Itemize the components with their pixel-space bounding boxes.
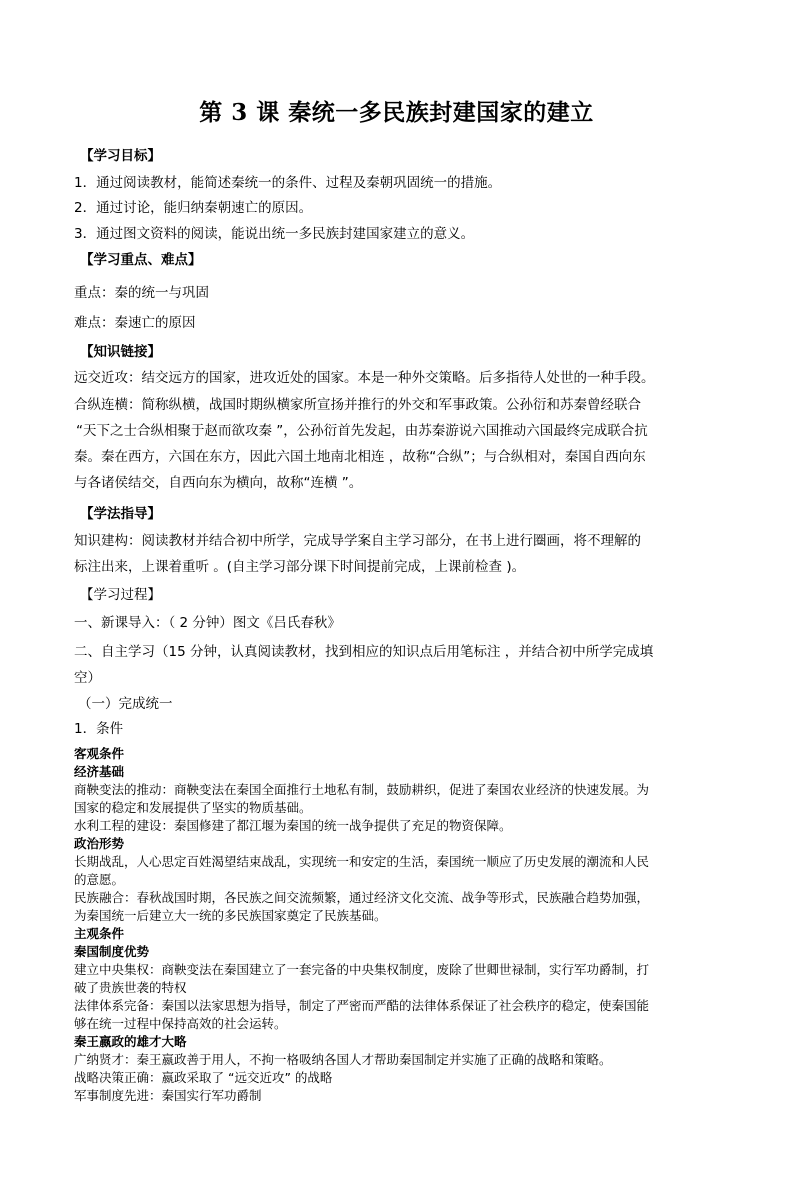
king-heading: 秦王嬴政的雄才大略 [74, 1034, 187, 1049]
process-heading: 【学习过程】 [80, 587, 161, 603]
difficulty-text: 难点：秦速亡的原因 [74, 315, 196, 331]
process-self-study-cont: 空） [74, 670, 101, 686]
sys-line-2a: 法律体系完备：秦国以法家思想为指导，制定了严密而严酷的法律体系保证了社会秩序的稳定，使秦国能 [74, 998, 650, 1013]
objective-conditions-heading: 客观条件 [74, 746, 125, 761]
pol-line-2b: 为秦国统一后建立大一统的多民族国家奠定了民族基础。 [74, 908, 387, 923]
pol-line-2a: 民族融合：春秋战国时期，各民族之间交流频繁，通过经济文化交流、战争等形式，民族融合趋势加强， [74, 890, 650, 905]
econ-line-2: 水利工程的建设：秦国修建了都江堰为秦国的统一战争提供了充足的物资保障。 [74, 818, 512, 833]
econ-line-1a: 商鞅变法的推动：商鞅变法在秦国全面推行土地私有制，鼓励耕织，促进了秦国农业经济的快速发展。为 [74, 782, 650, 797]
king-line-3: 军事制度先进：秦国实行军功爵制 [74, 1088, 262, 1103]
section-complete-unification: （一）完成统一 [78, 696, 173, 712]
pol-line-1b: 的意愿。 [74, 872, 125, 887]
objective-item-2: 2．通过讨论，能归纳秦朝速亡的原因。 [74, 200, 313, 216]
sys-line-1b: 破了贵族世袭的特权 [74, 980, 187, 995]
system-advantage-heading: 秦国制度优势 [74, 944, 150, 959]
sys-line-1a: 建立中央集权：商鞅变法在秦国建立了一套完备的中央集权制度，废除了世卿世禄制，实行军功爵制，打 [74, 962, 650, 977]
method-heading: 【学法指导】 [80, 506, 161, 522]
subjective-conditions-heading: 主观条件 [74, 926, 125, 941]
political-heading: 政治形势 [74, 836, 125, 851]
conditions-label: 1．条件 [74, 721, 124, 737]
economic-basis-heading: 经济基础 [74, 764, 125, 779]
focus-text: 重点：秦的统一与巩固 [74, 285, 209, 301]
king-line-1: 广纳贤才：秦王嬴政善于用人，不拘一格吸纳各国人才帮助秦国制定并实施了正确的战略和策略。 [74, 1052, 612, 1067]
link-line-1: 远交近攻：结交远方的国家，进攻近处的国家。本是一种外交策略。后多指待人处世的一种手段。 [74, 370, 655, 386]
link-line-2: 合纵连横：简称纵横，战国时期纵横家所宣扬并推行的外交和军事政策。公孙衍和苏秦曾经联合 [74, 397, 641, 413]
method-line-1: 知识建构：阅读教材并结合初中所学，完成导学案自主学习部分，在书上进行圈画，将不理解的 [74, 533, 641, 549]
objective-item-3: 3．通过图文资料的阅读，能说出统一多民族封建国家建立的意义。 [74, 226, 475, 242]
econ-line-1b: 国家的稳定和发展提供了坚实的物质基础。 [74, 800, 312, 815]
sys-line-2b: 够在统一过程中保持高效的社会运转。 [74, 1016, 287, 1031]
process-self-study: 二、自主学习（15 分钟，认真阅读教材，找到相应的知识点后用笔标注 ，并结合初中所学完成填 [74, 644, 654, 660]
link-line-4: 秦。秦在西方，六国在东方，因此六国土地南北相连 ，故称“合纵”；与合纵相对，秦国自西向东 [74, 449, 646, 465]
page-title: 第 3 课 秦统一多民族封建国家的建立 [199, 99, 594, 126]
pol-line-1a: 长期战乱，人心思定百姓渴望结束战乱，实现统一和安定的生活，秦国统一顺应了历史发展的潮流和人民 [74, 854, 650, 869]
method-line-2: 标注出来，上课着重听 。(自主学习部分课下时间提前完成，上课前检查 )。 [74, 559, 526, 575]
process-intro: 一、新课导入：（ 2 分钟）图文《吕氏春秋》 [74, 615, 341, 631]
key-points-heading: 【学习重点、难点】 [80, 252, 202, 268]
link-line-5: 与各诸侯结交，自西向东为横向，故称“连横 ”。 [74, 475, 363, 491]
link-line-3: “天下之士合纵相聚于赵而欲攻秦 ”，公孙衍首先发起，由苏秦游说六国推动六国最终完成联合抗 [76, 423, 648, 439]
objective-item-1: 1．通过阅读教材，能简述秦统一的条件、过程及秦朝巩固统一的措施。 [74, 175, 502, 191]
links-heading: 【知识链接】 [80, 344, 161, 360]
king-line-2: 战略决策正确：嬴政采取了 “远交近攻” 的战略 [74, 1070, 333, 1085]
objectives-heading: 【学习目标】 [80, 148, 161, 164]
